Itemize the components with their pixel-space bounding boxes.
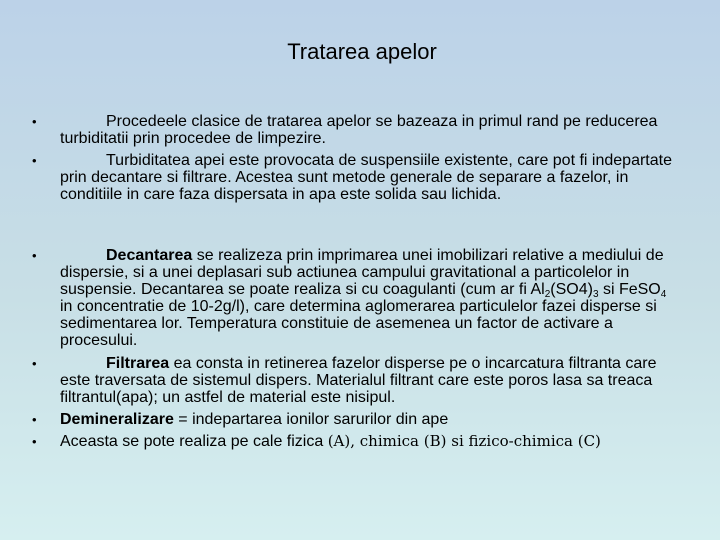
bullet-icon: • (32, 248, 37, 263)
list-item (32, 113, 680, 147)
item-text: Turbiditatea apei este provocata de suspensiile existente, care pot fi indepartate prin decantare si filtrare. Acestea sunt metode generale de separare a fazelor, in conditiile in care faza dispersata in apa este solida sau lichida. (60, 152, 672, 203)
subscript: 4 (660, 289, 667, 300)
item-text-tail: (A), chimica (B) si fizico-chimica (C) (327, 432, 601, 450)
slide-title: Tratarea apelor (287, 39, 437, 64)
item-text: ea consta in retinerea fazelor disperse pe o incarcatura filtranta care este traversata de sistemul dispers. Materialul filtrant care este poros lasa sa treaca filtrantul(apa); un astfel de material este nisipul. (60, 355, 657, 406)
item-text: se realizeza prin imprimarea unei imobilizari relative a mediului de dispersie, si a unei deplasari sub actiunea campului gravitational a particolelor in suspensie. Decantarea se poate realiza si cu coagulanti (cum ar fi Al (60, 247, 664, 298)
item-text: Procedeele clasice de tratarea apelor se bazeaza in primul rand pe reducerea turbiditatii prin procedee de limpezire. (60, 113, 658, 147)
item-text: in concentratie de 10-2g/l), care determina aglomerarea particulelor fazei disperse si sedimentarea lor. Temperatura constituie de asemenea un factor de activare a procesului. (60, 298, 657, 349)
subscript: 3 (592, 289, 599, 300)
item-text: si FeSO (598, 281, 661, 298)
bullet-icon: • (32, 412, 37, 427)
list-item (32, 411, 680, 428)
list-item (32, 152, 680, 203)
item-term: Demineralizare (60, 411, 174, 428)
item-text: (SO4) (550, 281, 593, 298)
bullet-icon: • (32, 153, 37, 168)
item-text: Aceasta se pote realiza pe cale fizica (60, 433, 328, 450)
list-item (32, 432, 680, 450)
subscript: 2 (544, 289, 551, 300)
bullet-icon: • (32, 114, 37, 129)
bullet-icon: • (32, 356, 37, 371)
item-term: Decantarea (106, 247, 193, 264)
bullet-icon: • (32, 434, 37, 449)
item-text: = indepartarea ionilor sarurilor din ape (173, 411, 449, 428)
item-term: Filtrarea (106, 355, 170, 372)
list-item (32, 355, 680, 406)
list-item (32, 247, 680, 349)
